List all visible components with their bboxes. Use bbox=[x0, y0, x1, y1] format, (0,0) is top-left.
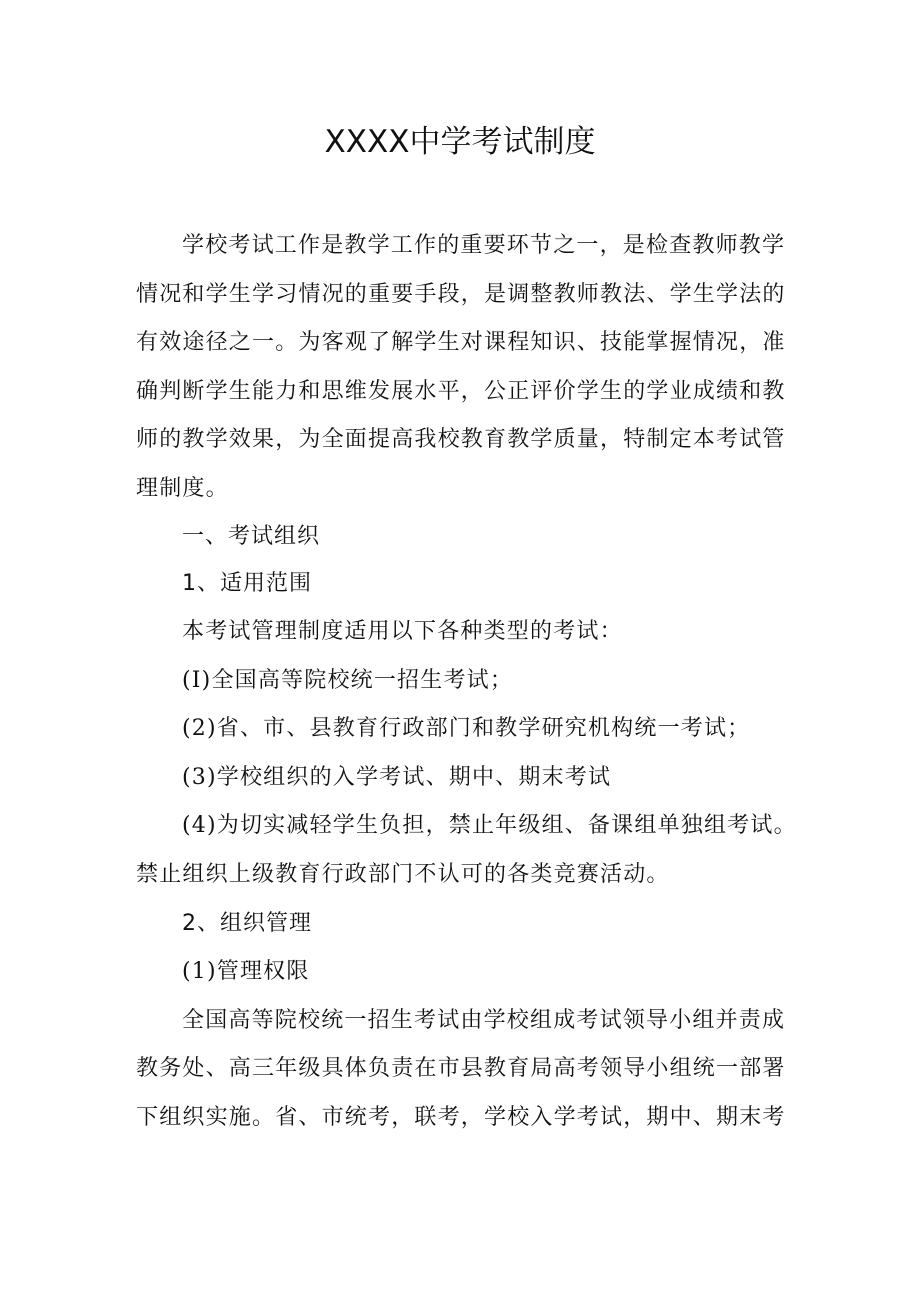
paragraph-line: 有效途径之一。为客观了解学生对课程知识、技能掌握情况，准 bbox=[136, 330, 786, 355]
list-item: (2)省、市、县教育行政部门和教学研究机构统一考试； bbox=[182, 716, 751, 741]
section-heading bbox=[136, 513, 786, 562]
subsection-heading bbox=[136, 900, 786, 949]
paragraph-line: 教务处、高三年级具体负责在市县教育局高考领导小组统一部署 bbox=[136, 1056, 786, 1081]
scope-intro: 本考试管理制度适用以下各种类型的考试： bbox=[182, 619, 623, 644]
list-item-continuation: 禁止组织上级教育行政部门不认可的各类竞赛活动。 bbox=[136, 861, 670, 887]
paragraph-line: 情况和学生学习情况的重要手段，是调整教师教法、学生学法的 bbox=[136, 281, 786, 307]
subsection-heading bbox=[136, 560, 786, 609]
list-item: (1)管理权限 bbox=[182, 959, 310, 984]
document-title: XXXX中学考试制度 bbox=[324, 124, 596, 160]
paragraph-line: 理制度。 bbox=[136, 475, 229, 501]
list-item: (3)学校组织的入学考试、期中、期末考试 bbox=[182, 764, 612, 790]
intro-paragraph bbox=[136, 222, 786, 513]
paragraph-line: 确判断学生能力和思维发展水平，公正评价学生的学业成绩和教 bbox=[136, 378, 786, 404]
subsection-2-heading: 2、组织管理 bbox=[182, 911, 312, 936]
management-section bbox=[136, 948, 786, 1142]
paragraph-line: 学校考试工作是教学工作的重要环节之一，是检查教师教学 bbox=[182, 233, 786, 258]
subsection-1-heading: 1、适用范围 bbox=[182, 571, 312, 596]
paragraph-line: 师的教学效果，为全面提高我校教育教学质量，特制定本考试管 bbox=[136, 427, 786, 452]
paragraph-line: 下组织实施。省、市统考，联考，学校入学考试，期中、期末考 bbox=[136, 1104, 786, 1130]
section-1-heading: 一、考试组织 bbox=[182, 524, 321, 549]
list-item: (4)为切实减轻学生负担，禁止年级组、备课组单独组考试。 bbox=[182, 813, 797, 838]
list-item: (I)全国高等院校统一招生考试； bbox=[182, 667, 514, 693]
scope-list bbox=[136, 608, 797, 899]
paragraph-line: 全国高等院校统一招生考试由学校组成考试领导小组并责成 bbox=[182, 1007, 786, 1033]
